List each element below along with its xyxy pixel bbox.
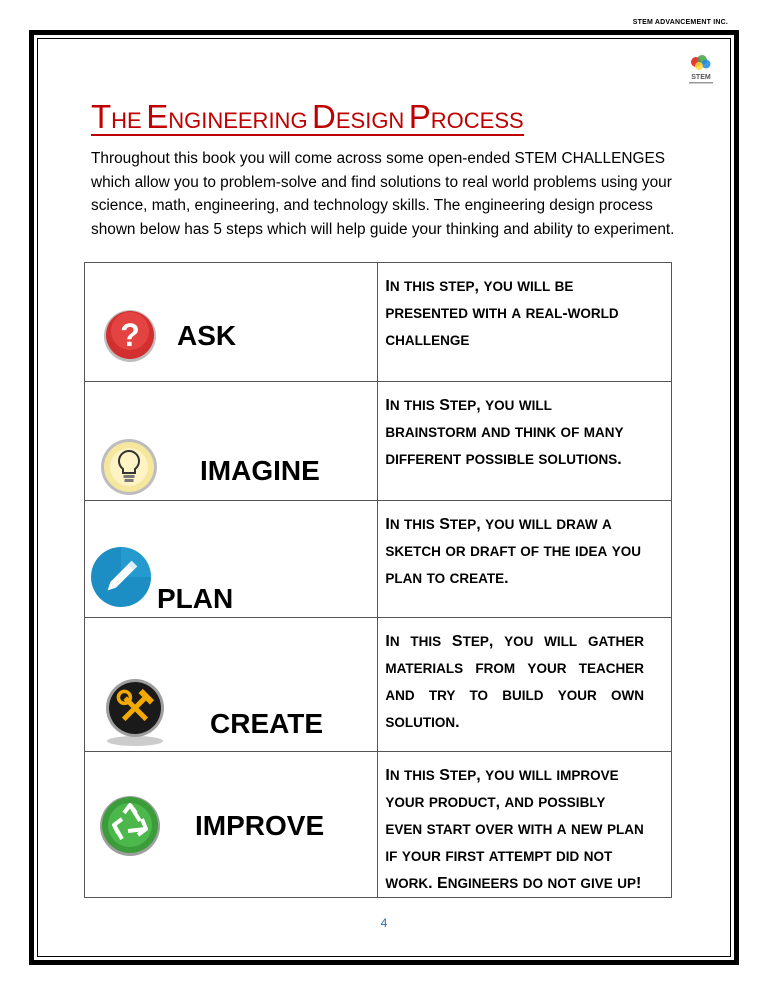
- step-description: [378, 382, 672, 501]
- step-label: CREATE: [210, 708, 324, 739]
- question-icon: [102, 307, 158, 363]
- header-organization: STEM ADVANCEMENT INC.: [632, 19, 728, 26]
- stem-logo: [683, 53, 719, 87]
- page-number: 4: [380, 916, 388, 930]
- step-row-ask: [85, 263, 672, 382]
- step-row-create: [85, 618, 672, 752]
- title-word-1: THE: [91, 98, 142, 135]
- step-description-text: IN THIS STEP, YOU WILL GATHER MATERIALS FROM YOUR TEACHER AND TRY TO BUILD YOUR OWN SOLUTION.: [385, 633, 644, 731]
- step-label: IMAGINE: [200, 455, 320, 486]
- pencil-icon: [90, 546, 152, 608]
- title-word-4: PROCESS: [408, 98, 524, 135]
- step-row-improve: [85, 752, 672, 898]
- step-description: [378, 263, 672, 382]
- recycle-icon: [98, 793, 162, 857]
- step-icon-cell: [85, 382, 378, 501]
- step-description-text: IN THIS STEP, YOU WILL DRAW A SKETCH OR DRAFT OF THE IDEA YOU PLAN TO CREATE.: [385, 516, 641, 587]
- step-description-text: IN THIS STEP, YOU WILL BE PRESENTED WITH A REAL-WORLD CHALLENGE: [385, 278, 619, 348]
- title-word-2: ENGINEERING: [146, 98, 308, 135]
- step-icon-cell: [85, 618, 378, 752]
- step-description-text: IN THIS STEP, YOU WILL IMPROVE YOUR PRODUCT, AND POSSIBLY EVEN START OVER WITH A NEW PLAN IF YOUR FIRST ATTEMPT DID NOT WORK. ENGINEERS DO NOT GIVE UP!: [385, 767, 644, 892]
- step-description: [378, 618, 672, 752]
- step-label: PLAN: [157, 583, 234, 614]
- lightbulb-icon: [99, 438, 159, 496]
- step-description: [378, 501, 672, 618]
- step-row-plan: [85, 501, 672, 618]
- step-description: [378, 752, 672, 898]
- step-icon-cell: [85, 263, 378, 382]
- step-label: ASK: [177, 320, 237, 351]
- step-row-imagine: [85, 382, 672, 501]
- step-icon-cell: [85, 501, 378, 618]
- steps-table: [84, 262, 672, 898]
- page-title: [91, 100, 524, 136]
- step-label: IMPROVE: [195, 810, 325, 841]
- logo-text: STEM: [691, 74, 711, 81]
- intro-paragraph: Throughout this book you will come across some open-ended STEM CHALLENGES which allow you to problem-solve and find solutions to real world problems using your science, math, engineering, and technology skills. The engineering design process shown below has 5 steps which will help guide your thinking and ability to experiment.: [91, 150, 675, 238]
- svg-text:?: ?: [120, 317, 140, 353]
- tools-icon: [103, 678, 167, 748]
- step-icon-cell: [85, 752, 378, 898]
- step-description-text: IN THIS STEP, YOU WILL BRAINSTORM AND THINK OF MANY DIFFERENT POSSIBLE SOLUTIONS.: [385, 397, 624, 468]
- title-word-3: DESIGN: [312, 98, 405, 135]
